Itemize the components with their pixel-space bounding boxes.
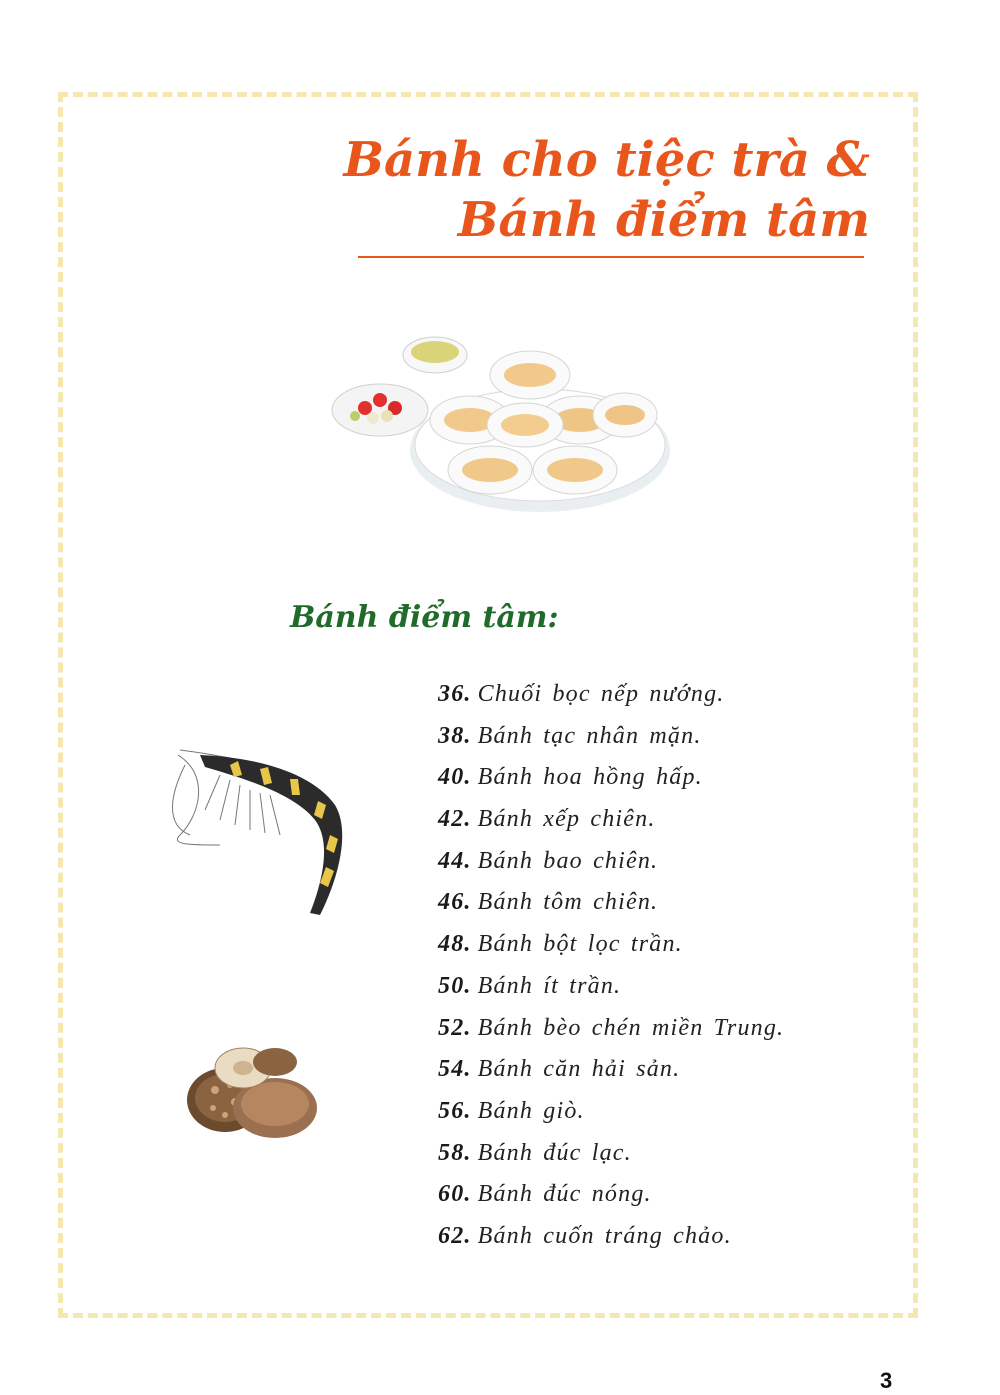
item-page-number: 38. — [438, 722, 472, 749]
item-name: Bánh hoa hồng hấp. — [477, 764, 703, 791]
list-item — [438, 1008, 784, 1050]
item-name: Bánh đúc nóng. — [477, 1181, 652, 1208]
title-underline — [358, 256, 864, 258]
list-item — [438, 716, 784, 758]
section-heading: Bánh điểm tâm: — [290, 600, 559, 635]
list-item — [438, 1049, 784, 1091]
item-name: Bánh tôm chiên. — [477, 889, 659, 916]
page-title-line-1: Bánh cho tiệc trà & — [343, 132, 870, 188]
list-item — [438, 1216, 784, 1258]
page-number: 3 — [880, 1368, 893, 1393]
item-page-number: 52. — [438, 1014, 472, 1041]
item-page-number: 46. — [438, 889, 472, 916]
item-page-number: 36. — [438, 681, 472, 707]
item-page-number: 50. — [438, 972, 472, 999]
item-page-number: 60. — [438, 1181, 472, 1208]
list-item — [438, 799, 784, 841]
item-name: Bánh bao chiên. — [477, 847, 659, 874]
item-name: Bánh đúc lạc. — [477, 1139, 632, 1166]
item-name: Chuối bọc nếp nướng. — [477, 681, 725, 707]
item-page-number: 56. — [438, 1097, 472, 1124]
list-item — [438, 1174, 784, 1216]
list-item — [438, 674, 784, 716]
recipe-list — [438, 674, 784, 1258]
item-name: Bánh cuốn tráng chảo. — [477, 1222, 732, 1249]
item-page-number: 40. — [438, 764, 472, 791]
item-name: Bánh bèo chén miền Trung. — [477, 1014, 785, 1041]
item-page-number: 48. — [438, 931, 472, 958]
list-item — [438, 1091, 784, 1133]
item-page-number: 54. — [438, 1056, 472, 1083]
item-page-number: 44. — [438, 847, 472, 874]
item-name: Bánh bột lọc trần. — [477, 931, 683, 958]
item-name: Bánh căn hải sản. — [477, 1056, 681, 1083]
list-item — [438, 1133, 784, 1175]
item-name: Bánh giò. — [477, 1097, 585, 1124]
item-page-number: 62. — [438, 1222, 472, 1249]
item-name: Bánh tạc nhân mặn. — [477, 722, 702, 749]
list-item — [438, 841, 784, 883]
page-title-line-2: Bánh điểm tâm — [457, 192, 870, 248]
item-name: Bánh xếp chiên. — [477, 806, 656, 833]
item-name: Bánh ít trần. — [477, 972, 622, 999]
item-page-number: 58. — [438, 1139, 472, 1166]
list-item — [438, 924, 784, 966]
list-item — [438, 966, 784, 1008]
banh-beo-platter-image — [325, 330, 670, 515]
item-page-number: 42. — [438, 806, 472, 833]
shrimp-image — [160, 735, 370, 925]
list-item — [438, 882, 784, 924]
list-item — [438, 757, 784, 799]
mushroom-image — [185, 1040, 320, 1145]
page-title — [343, 130, 870, 250]
